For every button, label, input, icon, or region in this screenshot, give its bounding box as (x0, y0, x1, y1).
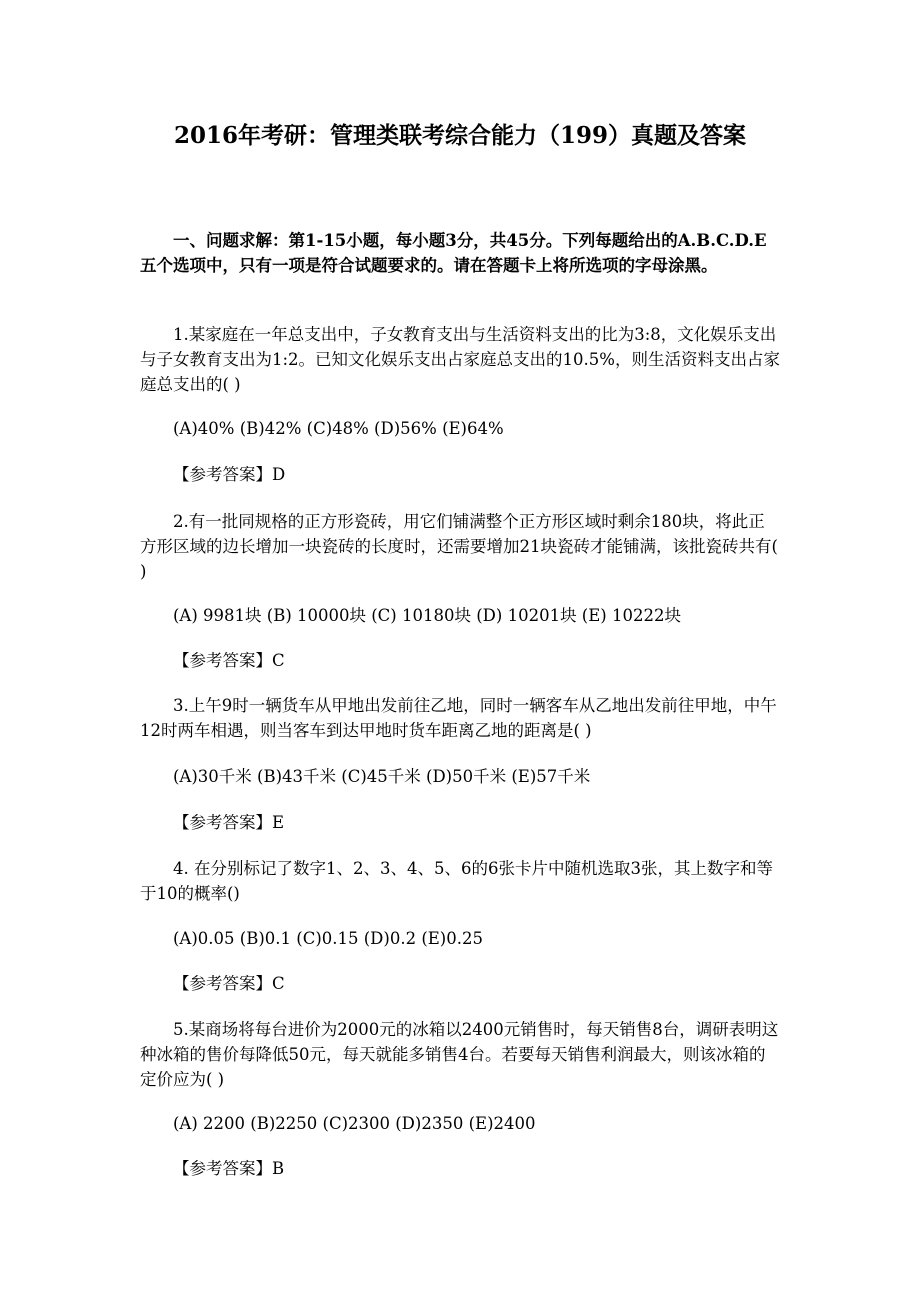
section-instructions: 一、问题求解：第1-15小题，每小题3分，共45分。下列每题给出的A.B.C.D.E五个选项中，只有一项是符合试题要求的。请在答题卡上将所选项的字母涂黑。 (140, 231, 767, 275)
answer-value: C (272, 651, 285, 670)
answer-value: B (272, 1159, 285, 1178)
question-4-options: (A)0.05 (B)0.1 (C)0.15 (D)0.2 (E)0.25 (173, 929, 483, 948)
answer-value: E (272, 813, 285, 832)
question-2-answer (173, 648, 285, 673)
question-5-answer (173, 1156, 284, 1181)
question-1-options: (A)40% (B)42% (C)48% (D)56% (E)64% (173, 419, 504, 438)
question-4-text: 4. 在分别标记了数字1、2、3、4、5、6的6张卡片中随机选取3张，其上数字和等于10的概率() (140, 859, 773, 903)
question-3-options: (A)30千米 (B)43千米 (C)45千米 (D)50千米 (E)57千米 (173, 767, 591, 786)
answer-value: D (272, 465, 286, 484)
question-3-answer (173, 810, 284, 835)
question-1-text: 1.某家庭在一年总支出中，子女教育支出与生活资料支出的比为3:8，文化娱乐支出与子女教育支出为1:2。已知文化娱乐支出占家庭总支出的10.5%，则生活资料支出占家庭总支出的( ) (140, 325, 780, 394)
answer-label: 【参考答案】 (173, 465, 272, 484)
page-title: 2016年考研：管理类联考综合能力（199）真题及答案 (173, 122, 747, 149)
answer-label: 【参考答案】 (173, 974, 272, 993)
question-2-options: (A) 9981块 (B) 10000块 (C) 10180块 (D) 10201块 (E) 10222块 (173, 606, 681, 625)
question-2-text: 2.有一批同规格的正方形瓷砖，用它们铺满整个正方形区域时剩余180块，将此正方形区域的边长增加一块瓷砖的长度时，还需要增加21块瓷砖才能铺满，该批瓷砖共有( ) (140, 512, 778, 581)
question-3-text: 3.上午9时一辆货车从甲地出发前往乙地，同时一辆客车从乙地出发前往甲地，中午12时两车相遇，则当客车到达甲地时货车距离乙地的距离是( ) (140, 696, 777, 740)
answer-label: 【参考答案】 (173, 813, 272, 832)
answer-value: C (272, 974, 285, 993)
answer-label: 【参考答案】 (173, 1159, 272, 1178)
question-5-text: 5.某商场将每台进价为2000元的冰箱以2400元销售时，每天销售8台，调研表明这种冰箱的售价每降低50元，每天就能多销售4台。若要每天销售利润最大，则该冰箱的定价应为( ) (140, 1020, 779, 1089)
question-1-answer (173, 462, 285, 487)
question-5-options: (A) 2200 (B)2250 (C)2300 (D)2350 (E)2400 (173, 1114, 536, 1133)
answer-label: 【参考答案】 (173, 651, 272, 670)
question-4-answer (173, 971, 285, 996)
